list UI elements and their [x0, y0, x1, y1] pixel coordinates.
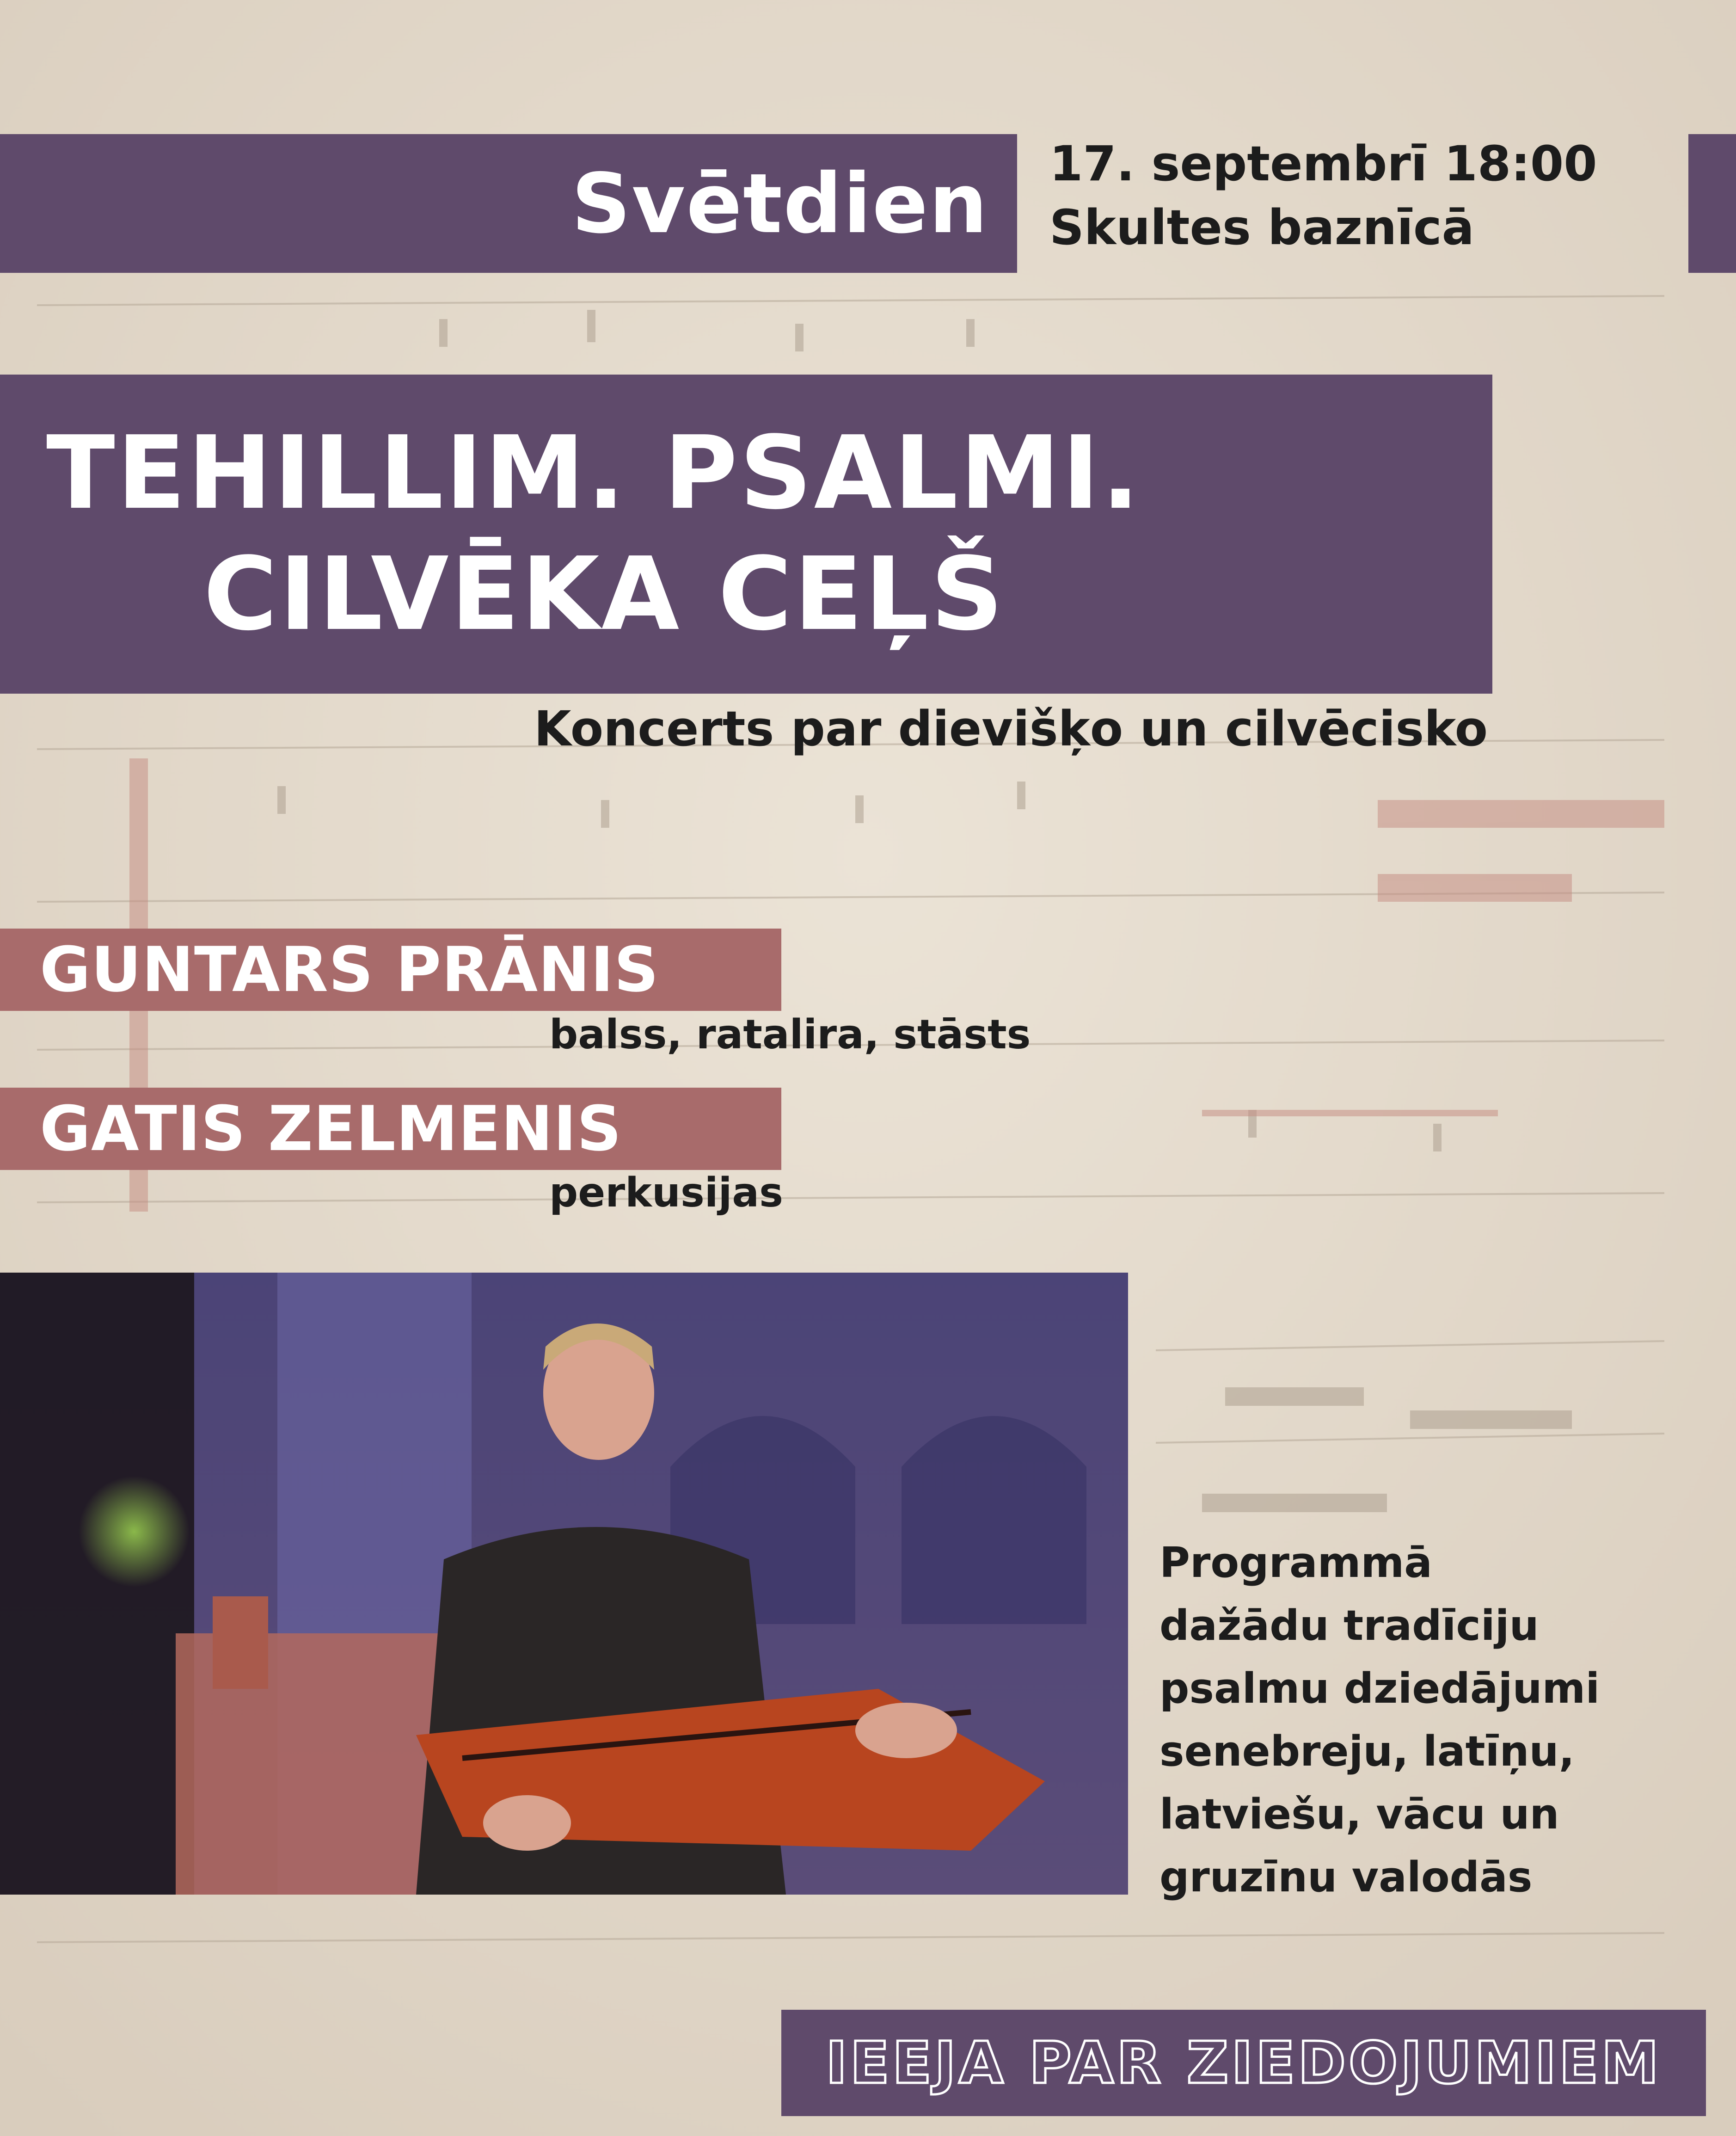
program-line: latviešu, vācu un: [1159, 1790, 1559, 1839]
program-line: Programmā: [1159, 1539, 1433, 1587]
title-banner: [0, 375, 1492, 694]
program-line: senebreju, latīņu,: [1159, 1727, 1575, 1776]
performer-photo: [0, 1273, 1128, 1895]
title-line-2: CILVĒKA CEĻŠ: [203, 536, 1005, 653]
performer-role: balss, ratalira, stāsts: [549, 1011, 1031, 1058]
program-description: [1159, 1532, 1600, 1909]
date-time: 17. septembrī 18:00: [1049, 135, 1597, 192]
performer-name: GATIS ZELMENIS: [0, 1088, 781, 1170]
entry-banner: [781, 2010, 1706, 2116]
performer-role: perkusijas: [549, 1169, 783, 1216]
title-line-1: TEHILLIM. PSALMI.: [46, 415, 1142, 532]
program-line: gruzīnu valodās: [1159, 1853, 1533, 1902]
program-line: psalmu dziedājumi: [1159, 1664, 1600, 1713]
entry-label: IEEJA PAR ZIEDOJUMIEM: [826, 2029, 1662, 2097]
program-line: dažādu tradīciju: [1159, 1601, 1539, 1650]
day-label: Svētdien: [571, 155, 988, 252]
banner-accent: [1688, 134, 1736, 273]
venue: Skultes baznīcā: [1049, 199, 1474, 256]
subtitle: Koncerts par dievišķo un cilvēcisko: [534, 701, 1488, 757]
day-banner: [0, 134, 1017, 273]
event-when: [1049, 132, 1597, 259]
performer-name: GUNTARS PRĀNIS: [0, 929, 781, 1011]
